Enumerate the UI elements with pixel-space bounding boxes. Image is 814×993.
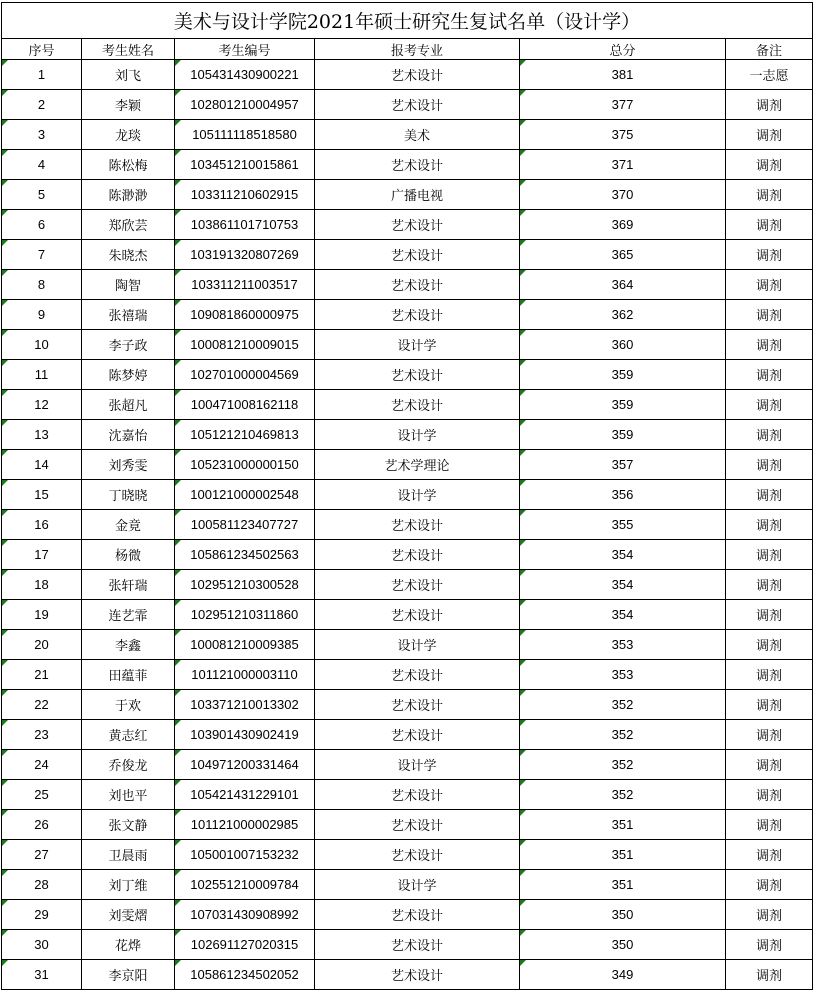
- cell-index[interactable]: 23: [2, 720, 82, 750]
- table-row: [2, 150, 813, 180]
- table-row: [2, 510, 813, 540]
- cell-remark[interactable]: 调剂: [726, 630, 813, 660]
- cell-index[interactable]: 9: [2, 300, 82, 330]
- cell-name[interactable]: 龙琰: [82, 120, 175, 150]
- cell-candidate-id[interactable]: 109081860000975: [175, 300, 315, 330]
- cell-remark[interactable]: 调剂: [726, 90, 813, 120]
- cell-total-score[interactable]: 359: [520, 420, 726, 450]
- cell-name[interactable]: 卫晨雨: [82, 840, 175, 870]
- cell-remark[interactable]: 调剂: [726, 480, 813, 510]
- cell-total-score[interactable]: 360: [520, 330, 726, 360]
- cell-name[interactable]: 陈梦婷: [82, 360, 175, 390]
- cell-total-score[interactable]: 370: [520, 180, 726, 210]
- cell-remark[interactable]: 调剂: [726, 450, 813, 480]
- title-row: [2, 3, 813, 39]
- spreadsheet: [1, 2, 813, 990]
- cell-remark[interactable]: 调剂: [726, 570, 813, 600]
- cell-major[interactable]: 艺术设计: [315, 600, 520, 630]
- cell-candidate-id[interactable]: 100581123407727: [175, 510, 315, 540]
- cell-total-score[interactable]: 351: [520, 870, 726, 900]
- cell-candidate-id[interactable]: 103371210013302: [175, 690, 315, 720]
- sheet-title: 美术与设计学院2021年硕士研究生复试名单（设计学）: [2, 3, 813, 39]
- cell-total-score[interactable]: 359: [520, 360, 726, 390]
- cell-total-score[interactable]: 354: [520, 540, 726, 570]
- table-row: [2, 120, 813, 150]
- cell-index[interactable]: 30: [2, 930, 82, 960]
- table-row: [2, 780, 813, 810]
- cell-total-score[interactable]: 350: [520, 930, 726, 960]
- cell-candidate-id[interactable]: 105861234502563: [175, 540, 315, 570]
- cell-index[interactable]: 7: [2, 240, 82, 270]
- cell-total-score[interactable]: 354: [520, 570, 726, 600]
- cell-major[interactable]: 艺术设计: [315, 540, 520, 570]
- table-row: [2, 930, 813, 960]
- cell-total-score[interactable]: 362: [520, 300, 726, 330]
- table-row: [2, 270, 813, 300]
- cell-remark[interactable]: 调剂: [726, 540, 813, 570]
- cell-remark[interactable]: 调剂: [726, 330, 813, 360]
- cell-remark[interactable]: 调剂: [726, 510, 813, 540]
- header-name[interactable]: 考生姓名: [82, 39, 175, 60]
- table-row: [2, 600, 813, 630]
- table-row: [2, 240, 813, 270]
- cell-index[interactable]: 1: [2, 60, 82, 90]
- cell-major[interactable]: 设计学: [315, 750, 520, 780]
- cell-candidate-id[interactable]: 105111118518580: [175, 120, 315, 150]
- cell-name[interactable]: 刘秀雯: [82, 450, 175, 480]
- cell-candidate-id[interactable]: 102951210300528: [175, 570, 315, 600]
- cell-index[interactable]: 25: [2, 780, 82, 810]
- cell-index[interactable]: 27: [2, 840, 82, 870]
- cell-total-score[interactable]: 355: [520, 510, 726, 540]
- cell-major[interactable]: 设计学: [315, 630, 520, 660]
- cell-remark[interactable]: 调剂: [726, 180, 813, 210]
- header-remark[interactable]: 备注: [726, 39, 813, 60]
- cell-index[interactable]: 18: [2, 570, 82, 600]
- cell-candidate-id[interactable]: 103191320807269: [175, 240, 315, 270]
- table-row: [2, 420, 813, 450]
- cell-index[interactable]: 24: [2, 750, 82, 780]
- cell-name[interactable]: 刘丁维: [82, 870, 175, 900]
- cell-index[interactable]: 15: [2, 480, 82, 510]
- cell-index[interactable]: 5: [2, 180, 82, 210]
- table-row: [2, 210, 813, 240]
- cell-major[interactable]: 设计学: [315, 480, 520, 510]
- cell-total-score[interactable]: 356: [520, 480, 726, 510]
- cell-index[interactable]: 8: [2, 270, 82, 300]
- header-candidate-id[interactable]: 考生编号: [175, 39, 315, 60]
- cell-name[interactable]: 李颖: [82, 90, 175, 120]
- header-total-score[interactable]: 总分: [520, 39, 726, 60]
- cell-candidate-id[interactable]: 102551210009784: [175, 870, 315, 900]
- cell-candidate-id[interactable]: 105861234502052: [175, 960, 315, 990]
- cell-candidate-id[interactable]: 100121000002548: [175, 480, 315, 510]
- cell-total-score[interactable]: 371: [520, 150, 726, 180]
- cell-major[interactable]: 艺术设计: [315, 780, 520, 810]
- cell-name[interactable]: 张超凡: [82, 390, 175, 420]
- cell-name[interactable]: 刘也平: [82, 780, 175, 810]
- cell-index[interactable]: 10: [2, 330, 82, 360]
- table-row: [2, 300, 813, 330]
- cell-remark[interactable]: 调剂: [726, 690, 813, 720]
- cell-index[interactable]: 6: [2, 210, 82, 240]
- cell-total-score[interactable]: 381: [520, 60, 726, 90]
- cell-name[interactable]: 李鑫: [82, 630, 175, 660]
- cell-remark[interactable]: 调剂: [726, 420, 813, 450]
- header-major[interactable]: 报考专业: [315, 39, 520, 60]
- cell-major[interactable]: 艺术设计: [315, 270, 520, 300]
- cell-remark[interactable]: 调剂: [726, 360, 813, 390]
- cell-candidate-id[interactable]: 103861101710753: [175, 210, 315, 240]
- table-row: [2, 660, 813, 690]
- cell-remark[interactable]: 调剂: [726, 120, 813, 150]
- cell-candidate-id[interactable]: 103451210015861: [175, 150, 315, 180]
- cell-total-score[interactable]: 352: [520, 750, 726, 780]
- cell-name[interactable]: 朱晓杰: [82, 240, 175, 270]
- table-row: [2, 330, 813, 360]
- cell-candidate-id[interactable]: 104971200331464: [175, 750, 315, 780]
- table-row: [2, 720, 813, 750]
- cell-total-score[interactable]: 375: [520, 120, 726, 150]
- cell-total-score[interactable]: 353: [520, 660, 726, 690]
- cell-name[interactable]: 杨微: [82, 540, 175, 570]
- cell-major[interactable]: 美术: [315, 120, 520, 150]
- cell-name[interactable]: 花烨: [82, 930, 175, 960]
- cell-remark[interactable]: 调剂: [726, 750, 813, 780]
- cell-major[interactable]: 艺术设计: [315, 930, 520, 960]
- cell-name[interactable]: 张轩瑞: [82, 570, 175, 600]
- cell-total-score[interactable]: 354: [520, 600, 726, 630]
- table-row: [2, 540, 813, 570]
- cell-candidate-id[interactable]: 100081210009015: [175, 330, 315, 360]
- cell-candidate-id[interactable]: 100471008162118: [175, 390, 315, 420]
- header-index[interactable]: 序号: [2, 39, 82, 60]
- cell-name[interactable]: 张文静: [82, 810, 175, 840]
- cell-name[interactable]: 沈嘉怡: [82, 420, 175, 450]
- cell-major[interactable]: 艺术设计: [315, 900, 520, 930]
- cell-candidate-id[interactable]: 107031430908992: [175, 900, 315, 930]
- table-row: [2, 90, 813, 120]
- cell-total-score[interactable]: 349: [520, 960, 726, 990]
- cell-remark[interactable]: 调剂: [726, 210, 813, 240]
- cell-index[interactable]: 14: [2, 450, 82, 480]
- cell-index[interactable]: 26: [2, 810, 82, 840]
- table-row: [2, 960, 813, 990]
- table-row: [2, 810, 813, 840]
- cell-name[interactable]: 郑欣芸: [82, 210, 175, 240]
- cell-total-score[interactable]: 359: [520, 390, 726, 420]
- cell-index[interactable]: 12: [2, 390, 82, 420]
- cell-remark[interactable]: 调剂: [726, 660, 813, 690]
- cell-candidate-id[interactable]: 100081210009385: [175, 630, 315, 660]
- cell-total-score[interactable]: 369: [520, 210, 726, 240]
- cell-candidate-id[interactable]: 103311211003517: [175, 270, 315, 300]
- cell-major[interactable]: 艺术学理论: [315, 450, 520, 480]
- cell-major[interactable]: 艺术设计: [315, 510, 520, 540]
- cell-remark[interactable]: 调剂: [726, 150, 813, 180]
- cell-remark[interactable]: 调剂: [726, 780, 813, 810]
- table-row: [2, 750, 813, 780]
- cell-major[interactable]: 设计学: [315, 870, 520, 900]
- cell-candidate-id[interactable]: 102951210311860: [175, 600, 315, 630]
- header-row: [2, 39, 813, 60]
- cell-total-score[interactable]: 351: [520, 810, 726, 840]
- cell-candidate-id[interactable]: 102691127020315: [175, 930, 315, 960]
- cell-total-score[interactable]: 352: [520, 690, 726, 720]
- cell-candidate-id[interactable]: 105421431229101: [175, 780, 315, 810]
- cell-major[interactable]: 艺术设计: [315, 660, 520, 690]
- cell-candidate-id[interactable]: 102801210004957: [175, 90, 315, 120]
- cell-major[interactable]: 艺术设计: [315, 90, 520, 120]
- cell-name[interactable]: 李京阳: [82, 960, 175, 990]
- cell-index[interactable]: 28: [2, 870, 82, 900]
- cell-remark[interactable]: 调剂: [726, 870, 813, 900]
- cell-name[interactable]: 陶智: [82, 270, 175, 300]
- cell-remark[interactable]: 调剂: [726, 840, 813, 870]
- cell-name[interactable]: 张禧瑞: [82, 300, 175, 330]
- cell-major[interactable]: 广播电视: [315, 180, 520, 210]
- cell-name[interactable]: 刘雯熠: [82, 900, 175, 930]
- cell-major[interactable]: 艺术设计: [315, 840, 520, 870]
- cell-remark[interactable]: 调剂: [726, 390, 813, 420]
- cell-name[interactable]: 李子政: [82, 330, 175, 360]
- cell-total-score[interactable]: 377: [520, 90, 726, 120]
- table-row: [2, 180, 813, 210]
- cell-remark[interactable]: 调剂: [726, 720, 813, 750]
- cell-major[interactable]: 艺术设计: [315, 570, 520, 600]
- cell-index[interactable]: 13: [2, 420, 82, 450]
- cell-major[interactable]: 设计学: [315, 420, 520, 450]
- cell-candidate-id[interactable]: 103901430902419: [175, 720, 315, 750]
- cell-major[interactable]: 艺术设计: [315, 360, 520, 390]
- cell-remark[interactable]: 调剂: [726, 270, 813, 300]
- cell-total-score[interactable]: 353: [520, 630, 726, 660]
- cell-major[interactable]: 艺术设计: [315, 150, 520, 180]
- cell-index[interactable]: 16: [2, 510, 82, 540]
- cell-index[interactable]: 11: [2, 360, 82, 390]
- table-row: [2, 690, 813, 720]
- cell-major[interactable]: 艺术设计: [315, 390, 520, 420]
- cell-total-score[interactable]: 352: [520, 780, 726, 810]
- cell-remark[interactable]: 一志愿: [726, 60, 813, 90]
- cell-major[interactable]: 艺术设计: [315, 960, 520, 990]
- cell-major[interactable]: 艺术设计: [315, 810, 520, 840]
- cell-candidate-id[interactable]: 103311210602915: [175, 180, 315, 210]
- cell-name[interactable]: 于欢: [82, 690, 175, 720]
- cell-total-score[interactable]: 365: [520, 240, 726, 270]
- cell-index[interactable]: 3: [2, 120, 82, 150]
- cell-remark[interactable]: 调剂: [726, 810, 813, 840]
- cell-index[interactable]: 19: [2, 600, 82, 630]
- cell-index[interactable]: 2: [2, 90, 82, 120]
- cell-candidate-id[interactable]: 101121000002985: [175, 810, 315, 840]
- cell-major[interactable]: 艺术设计: [315, 210, 520, 240]
- table-row: [2, 570, 813, 600]
- cell-name[interactable]: 连艺霏: [82, 600, 175, 630]
- cell-index[interactable]: 20: [2, 630, 82, 660]
- cell-total-score[interactable]: 357: [520, 450, 726, 480]
- cell-major[interactable]: 设计学: [315, 330, 520, 360]
- cell-major[interactable]: 艺术设计: [315, 720, 520, 750]
- cell-remark[interactable]: 调剂: [726, 600, 813, 630]
- cell-index[interactable]: 17: [2, 540, 82, 570]
- table-row: [2, 630, 813, 660]
- cell-total-score[interactable]: 350: [520, 900, 726, 930]
- cell-remark[interactable]: 调剂: [726, 300, 813, 330]
- cell-remark[interactable]: 调剂: [726, 900, 813, 930]
- table-row: [2, 480, 813, 510]
- table-row: [2, 360, 813, 390]
- table-row: [2, 60, 813, 90]
- cell-major[interactable]: 艺术设计: [315, 300, 520, 330]
- cell-candidate-id[interactable]: 101121000003110: [175, 660, 315, 690]
- cell-name[interactable]: 丁晓晓: [82, 480, 175, 510]
- table-row: [2, 870, 813, 900]
- cell-name[interactable]: 陈松梅: [82, 150, 175, 180]
- cell-total-score[interactable]: 351: [520, 840, 726, 870]
- cell-major[interactable]: 艺术设计: [315, 240, 520, 270]
- cell-candidate-id[interactable]: 102701000004569: [175, 360, 315, 390]
- admission-list-table: [1, 2, 813, 990]
- cell-major[interactable]: 艺术设计: [315, 60, 520, 90]
- cell-index[interactable]: 4: [2, 150, 82, 180]
- table-row: [2, 840, 813, 870]
- table-row: [2, 390, 813, 420]
- cell-name[interactable]: 刘飞: [82, 60, 175, 90]
- cell-index[interactable]: 22: [2, 690, 82, 720]
- table-row: [2, 450, 813, 480]
- cell-candidate-id[interactable]: 105001007153232: [175, 840, 315, 870]
- cell-total-score[interactable]: 352: [520, 720, 726, 750]
- table-row: [2, 900, 813, 930]
- cell-remark[interactable]: 调剂: [726, 240, 813, 270]
- cell-index[interactable]: 31: [2, 960, 82, 990]
- cell-remark[interactable]: 调剂: [726, 930, 813, 960]
- cell-name[interactable]: 田蕴菲: [82, 660, 175, 690]
- cell-name[interactable]: 陈渺渺: [82, 180, 175, 210]
- cell-candidate-id[interactable]: 105231000000150: [175, 450, 315, 480]
- cell-remark[interactable]: 调剂: [726, 960, 813, 990]
- cell-major[interactable]: 艺术设计: [315, 690, 520, 720]
- cell-name[interactable]: 金竟: [82, 510, 175, 540]
- cell-candidate-id[interactable]: 105431430900221: [175, 60, 315, 90]
- cell-index[interactable]: 21: [2, 660, 82, 690]
- cell-name[interactable]: 乔俊龙: [82, 750, 175, 780]
- cell-index[interactable]: 29: [2, 900, 82, 930]
- cell-candidate-id[interactable]: 105121210469813: [175, 420, 315, 450]
- cell-name[interactable]: 黄志红: [82, 720, 175, 750]
- cell-total-score[interactable]: 364: [520, 270, 726, 300]
